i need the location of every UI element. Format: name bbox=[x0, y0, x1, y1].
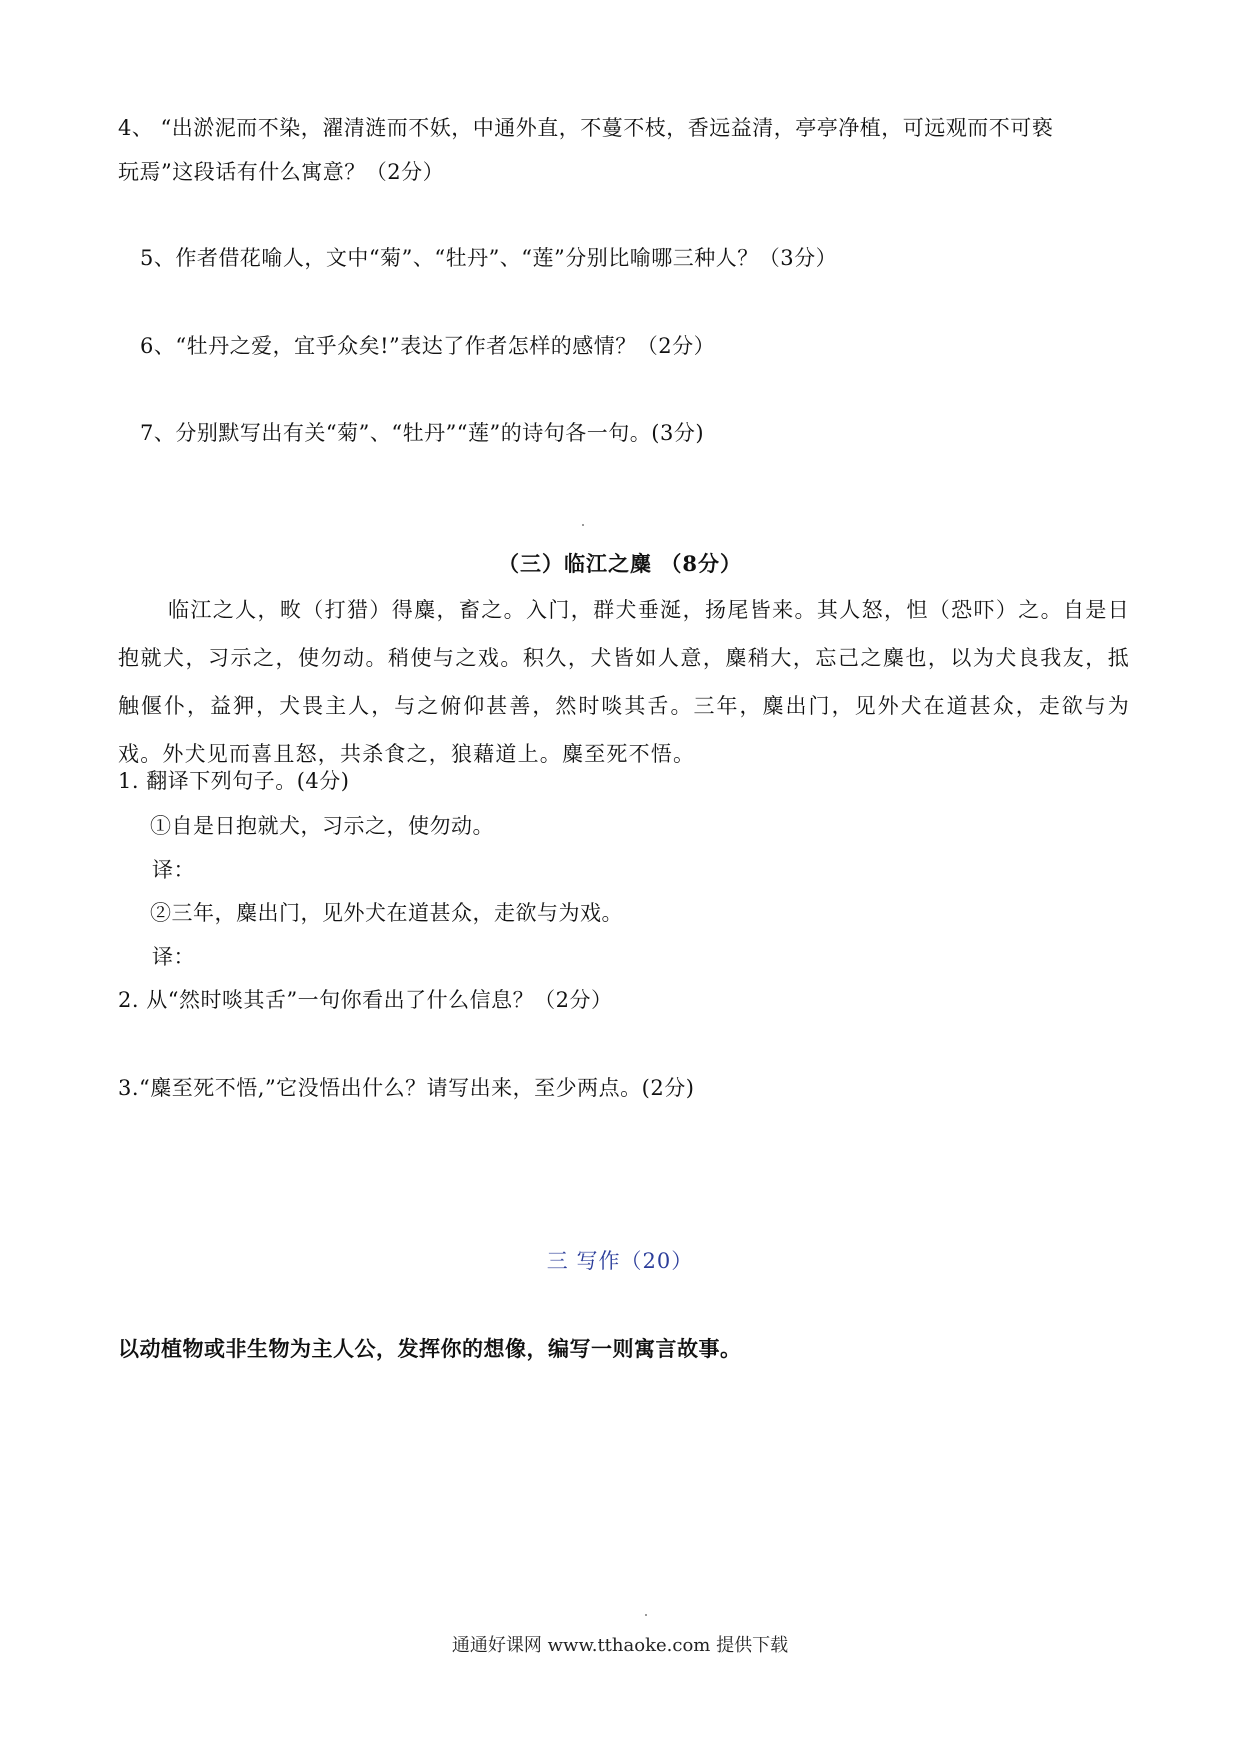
translation-b-label: 译： bbox=[152, 945, 195, 969]
scan-dot bbox=[582, 524, 584, 526]
sentence-a: ①自是日抱就犬，习示之，使勿动。 bbox=[150, 814, 494, 838]
question-5: 5、作者借花喻人，文中“菊”、“牡丹”、“莲”分别比喻哪三种人？（3分） bbox=[140, 246, 838, 270]
question-4-line-2: 玩焉”这段话有什么寓意？（2分） bbox=[118, 160, 445, 184]
translation-a-label: 译： bbox=[152, 858, 195, 882]
scan-dot bbox=[645, 1614, 647, 1616]
sentence-b: ②三年，麋出门，见外犬在道甚众，走欲与为戏。 bbox=[150, 901, 623, 925]
passage-question-2: 2. 从“然时啖其舌”一句你看出了什么信息？（2分） bbox=[118, 988, 613, 1012]
question-4-line-1: 4、 “出淤泥而不染，濯清涟而不妖，中通外直，不蔓不枝，香远益清，亭亭净植，可远观而不可亵 bbox=[118, 116, 1054, 140]
question-6: 6、“牡丹之爱，宜乎众矣!”表达了作者怎样的感情？（2分） bbox=[140, 334, 716, 358]
question-7: 7、分别默写出有关“菊”、“牡丹”“莲”的诗句各一句。(3分) bbox=[140, 421, 705, 445]
page-footer: 通通好课网 www.tthaoke.com 提供下载 bbox=[451, 1635, 789, 1656]
writing-section-title: 三 写作（20） bbox=[546, 1249, 694, 1273]
passage-question-1: 1. 翻译下列句子。(4分) bbox=[118, 769, 350, 793]
writing-prompt: 以动植物或非生物为主人公，发挥你的想像，编写一则寓言故事。 bbox=[118, 1336, 742, 1361]
passage-text: 临江之人，畋（打猎）得麋，畜之。入门，群犬垂涎，扬尾皆来。其人怒，怛（恐吓）之。自是日抱就犬，习示之，使勿动。稍使与之戏。积久，犬皆如人意，麋稍大，忘己之麋也，以为犬良我友，抵触偃仆，益狎，犬畏主人，与之俯仰甚善，然时啖其舌。三年，麋出门，见外犬在道甚众，走欲与为戏。外犬见而喜且怒，共杀食之，狼藉道上。麋至死不悟。 bbox=[118, 598, 1130, 766]
passage-question-3: 3.“麋至死不悟,”它没悟出什么？请写出来，至少两点。(2分) bbox=[118, 1076, 695, 1100]
passage-heading: （三）临江之麋 （8分） bbox=[498, 551, 742, 576]
